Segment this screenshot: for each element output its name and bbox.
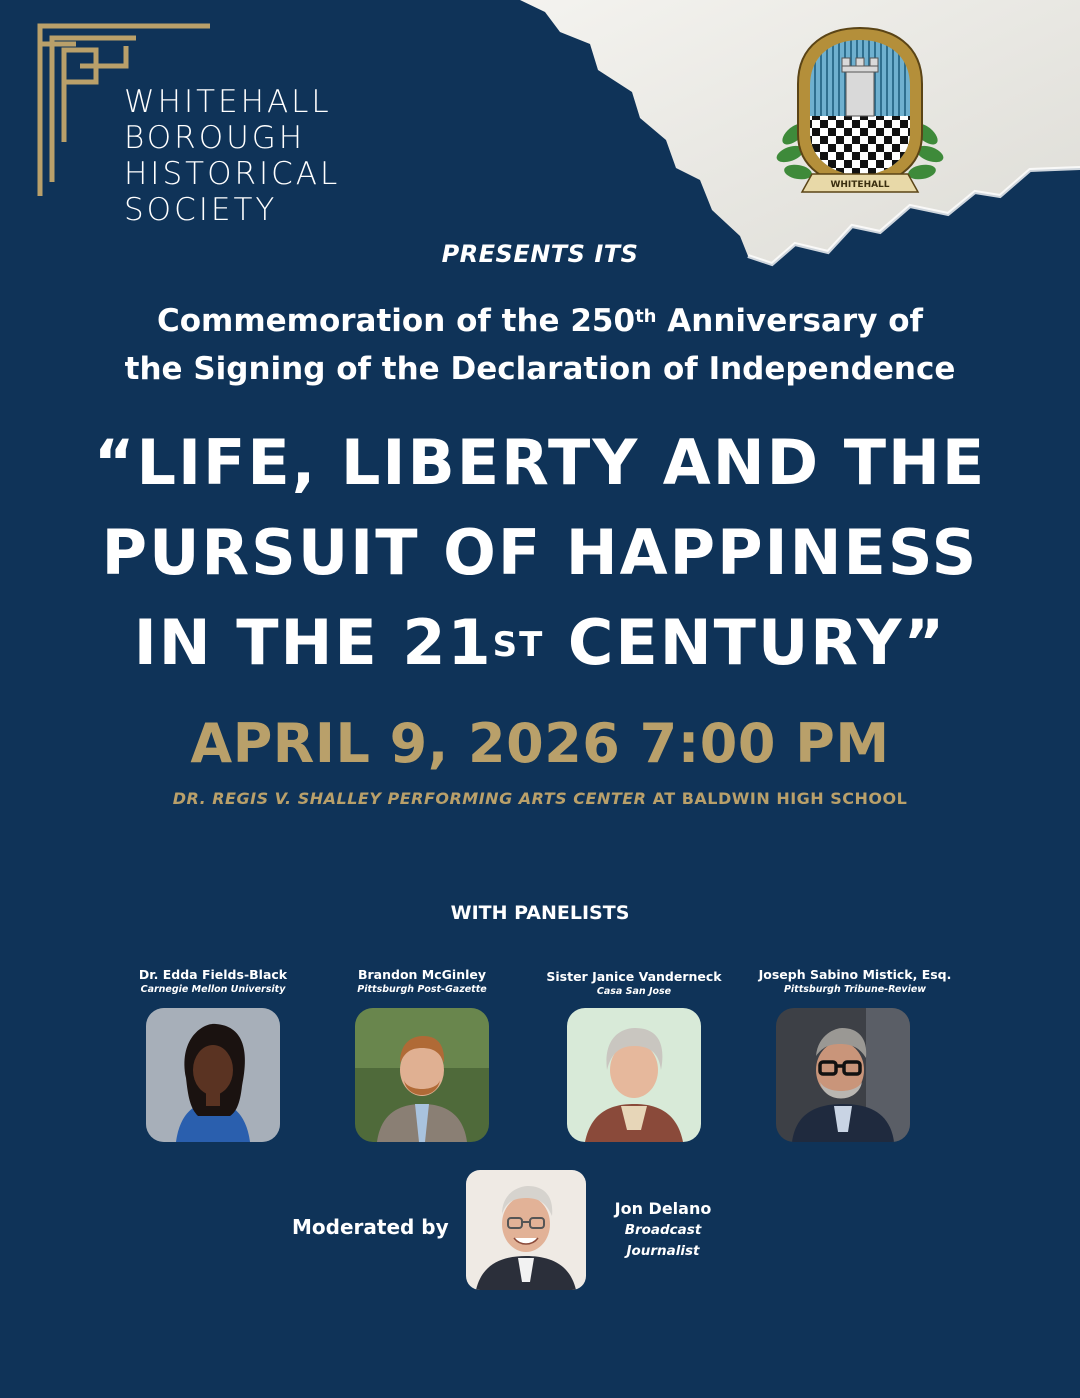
panelist-organization: Pittsburgh Tribune-Review <box>783 984 927 995</box>
panelist-card <box>740 967 970 997</box>
event-venue <box>0 789 1080 808</box>
moderator-photo <box>466 1170 586 1290</box>
organization-line-2: BOROUGH <box>124 120 306 156</box>
venue-location: AT BALDWIN HIGH SCHOOL <box>646 789 908 808</box>
panelist-card <box>519 969 749 999</box>
title-line-3-end: CENTURY” <box>544 606 947 679</box>
panelist-photo <box>776 1008 910 1142</box>
commemoration-heading <box>0 297 1080 393</box>
panelist-card <box>307 967 537 997</box>
commemoration-superscript: th <box>635 306 657 327</box>
panelist-organization: Carnegie Mellon University <box>140 984 286 995</box>
moderator-name: Jon Delano <box>614 1199 712 1218</box>
title-line-1: “LIFE, LIBERTY AND THE <box>93 426 987 499</box>
commemoration-line-2: the Signing of the Declaration of Independence <box>124 351 956 387</box>
presents-label: PRESENTS ITS <box>441 240 639 268</box>
event-title <box>0 418 1080 688</box>
crest-banner-text: WHITEHALL <box>830 180 890 190</box>
panelist-card <box>98 967 328 997</box>
title-line-3-text: IN THE 21 <box>133 606 493 679</box>
panelist-name: Dr. Edda Fields-Black <box>138 967 288 982</box>
panelist-name: Brandon McGinley <box>357 967 486 982</box>
commemoration-line-1-text: Commemoration of the 250 <box>156 303 636 339</box>
title-line-2: PURSUIT OF HAPPINESS <box>101 516 979 589</box>
moderator-info <box>604 1198 722 1262</box>
commemoration-line-1 <box>0 297 1080 345</box>
moderator-role-line-2: Journalist <box>626 1243 700 1259</box>
organization-line-4: SOCIETY <box>124 192 278 228</box>
panelist-photo <box>355 1008 489 1142</box>
moderated-by-label: Moderated by <box>292 1215 449 1239</box>
panelist-organization: Casa San Jose <box>596 986 672 997</box>
panelists-heading: WITH PANELISTS <box>450 902 630 924</box>
organization-line-3: HISTORICAL <box>124 156 341 192</box>
commemoration-line-1-end: Anniversary of <box>656 303 923 339</box>
title-line-3 <box>0 598 1080 688</box>
panelist-name: Joseph Sabino Mistick, Esq. <box>758 967 952 982</box>
panelist-organization: Pittsburgh Post-Gazette <box>357 984 487 995</box>
panelist-photo <box>567 1008 701 1142</box>
venue-name: DR. REGIS V. SHALLEY PERFORMING ARTS CENTER <box>172 789 647 808</box>
whitehall-crest-icon <box>772 24 948 200</box>
panelist-photo <box>146 1008 280 1142</box>
organization-line-1: WHITEHALL <box>124 84 332 120</box>
event-datetime: APRIL 9, 2026 7:00 PM <box>190 712 890 775</box>
organization-name <box>124 84 340 228</box>
moderator-role-line-1: Broadcast <box>624 1222 702 1238</box>
panelist-name: Sister Janice Vanderneck <box>546 969 722 984</box>
title-superscript: ST <box>492 625 545 665</box>
